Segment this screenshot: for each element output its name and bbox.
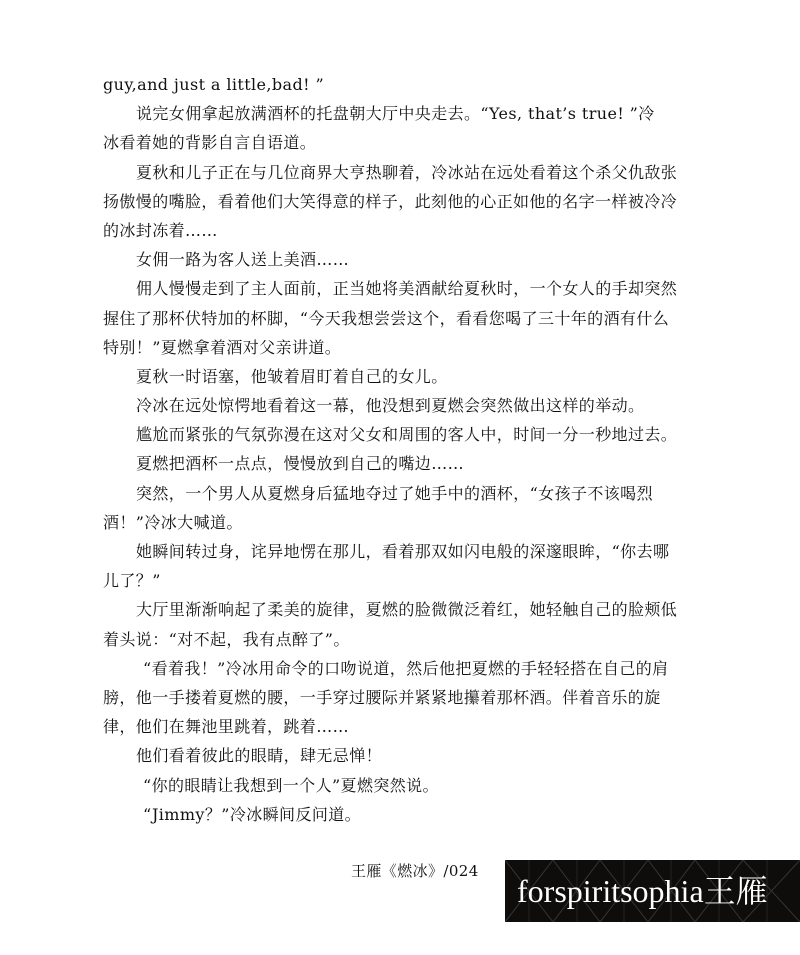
page-footer: 王雁《燃冰》/024 — [351, 862, 479, 880]
text-line-6: 的冰封冻着…… — [103, 220, 218, 240]
text-line-5: 扬傲慢的嘴脸，看着他们大笑得意的样子，此刻他的心正如他的名字一样被冷冷 — [103, 191, 678, 211]
text-line-26: “Jimmy？”冷冰瞬间反问道。 — [143, 804, 362, 824]
watermark-banner — [505, 860, 800, 922]
text-line-19: 大厅里渐渐响起了柔美的旋律，夏燃的脸微微泛着红，她轻触自己的脸颊低 — [136, 600, 678, 620]
text-line-25: “你的眼睛让我想到一个人”夏燃突然说。 — [143, 775, 439, 795]
text-line-18: 儿了？” — [103, 571, 161, 591]
text-line-11: 夏秋一时语塞，他皱着眉盯着自己的女儿。 — [136, 366, 448, 386]
text-line-22: 膀，他一手搂着夏燃的腰，一手穿过腰际并紧紧地攥着那杯酒。伴着音乐的旋 — [103, 687, 661, 707]
text-line-14: 夏燃把酒杯一点点，慢慢放到自己的嘴边…… — [136, 454, 465, 474]
text-line-20: 着头说：“对不起，我有点醉了”。 — [103, 629, 350, 649]
text-line-8: 佣人慢慢走到了主人面前，正当她将美酒献给夏秋时，一个女人的手却突然 — [136, 279, 678, 299]
text-line-4: 夏秋和儿子正在与几位商界大亨热聊着，冷冰站在远处看着这个杀父仇敌张 — [136, 162, 678, 182]
watermark-text: forspiritsophia王雁 — [517, 873, 768, 909]
text-line-10: 特别！”夏燃拿着酒对父亲讲道。 — [103, 337, 342, 357]
text-line-12: 冷冰在远处惊愕地看着这一幕，他没想到夏燃会突然做出这样的举动。 — [136, 396, 645, 416]
text-line-13: 尴尬而紧张的气氛弥漫在这对父女和周围的客人中，时间一分一秒地过去。 — [136, 425, 678, 445]
text-line-2: 说完女佣拿起放满酒杯的托盘朝大厅中央走去。“Yes, that’s true! ”冷 — [136, 104, 655, 124]
text-line-9: 握住了那杯伏特加的杯脚，“今天我想尝尝这个，看看您喝了三十年的酒有什么 — [103, 308, 670, 328]
text-line-1: guy,and just a little,bad! ” — [103, 75, 325, 94]
body-text — [103, 70, 698, 829]
text-line-3: 冰看着她的背影自言自语道。 — [103, 133, 317, 153]
text-line-15: 突然，一个男人从夏燃身后猛地夺过了她手中的酒杯，“女孩子不该喝烈 — [136, 483, 653, 503]
text-line-7: 女佣一路为客人送上美酒…… — [136, 250, 350, 270]
text-line-23: 律，他们在舞池里跳着，跳着…… — [103, 717, 350, 737]
text-line-16: 酒！”冷冰大喊道。 — [103, 512, 243, 532]
text-line-21: “看着我！”冷冰用命令的口吻说道，然后他把夏燃的手轻轻搭在自己的肩 — [143, 658, 669, 678]
text-line-24: 他们看着彼此的眼睛，肆无忌惮！ — [136, 746, 383, 766]
text-line-17: 她瞬间转过身，诧异地愣在那儿，看着那双如闪电般的深邃眼眸，“你去哪 — [136, 542, 670, 561]
